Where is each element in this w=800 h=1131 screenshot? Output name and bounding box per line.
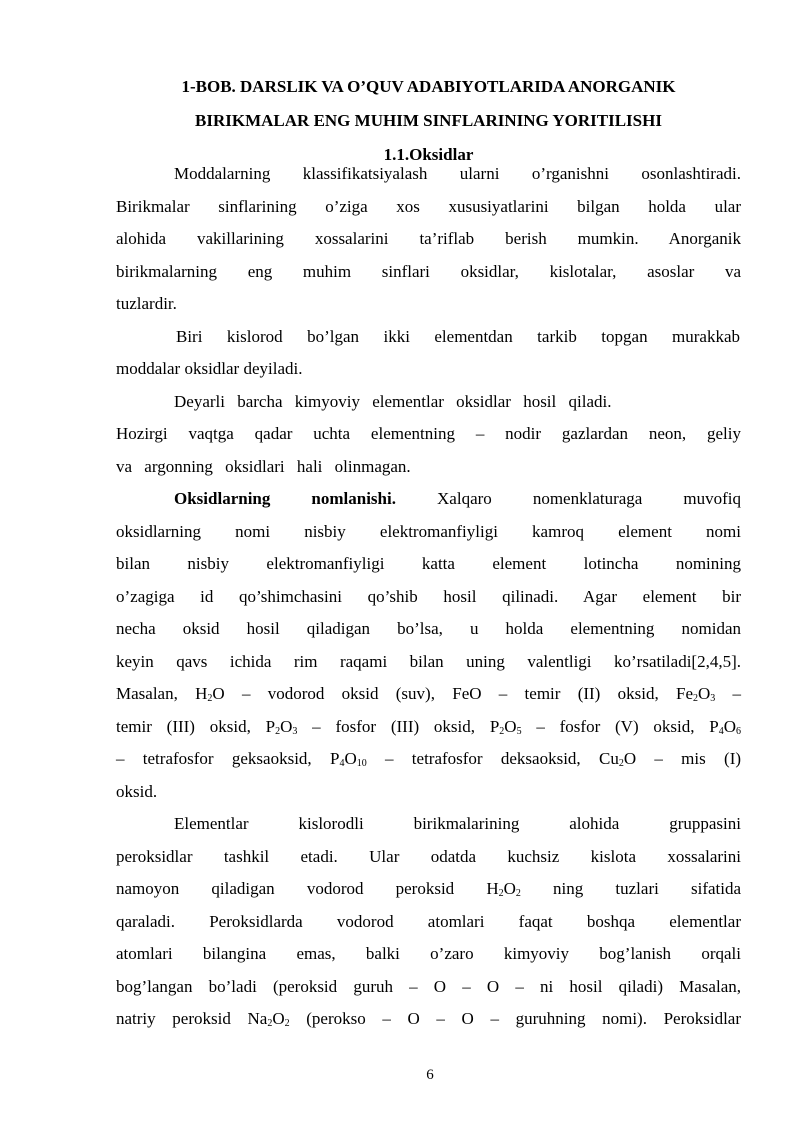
chapter-title-line1: 1-BOB. DARSLIK VA O’QUV ADABIYOTLARIDA ANORGANIK <box>181 77 676 96</box>
paragraph-line: Biri kislorod bo’lgan ikki elementdan tarkib topgan murakkab <box>176 327 740 346</box>
formula-line: Masalan, $H_2O$ – vodorod oksid (suv), FeO – temir (II) oksid, $Fe_2O_3$ – <box>116 684 742 704</box>
bold-lead: Oksidlarning nomlanishi. <box>174 489 396 508</box>
paragraph-line: Oksidlarning nomlanishi. Xalqaro nomenklaturaga muvofiq <box>174 489 741 508</box>
paragraph-line: birikmalarning eng muhim sinflari oksidlar, kislotalar, asoslar va <box>116 262 741 281</box>
paragraph-line: moddalar oksidlar deyiladi. <box>116 359 303 378</box>
formula-line: – tetrafosfor geksaoksid, $P_4O_{10}$ – tetrafosfor deksaoksid, $Cu_2O$ – mis (I) <box>116 749 742 769</box>
formula-line: natriy peroksid $Na_2O_2$ (perokso – O – O – guruhning nomi). Peroksidlar <box>116 1009 742 1029</box>
paragraph-line: va argonning oksidlari hali olinmagan. <box>116 457 411 476</box>
paragraph-line: tuzlardir. <box>116 294 177 313</box>
section-title: 1.1.Oksidlar <box>383 145 474 164</box>
paragraph-line: keyin qavs ichida rim raqami bilan uning valentligi ko’rsatiladi[2,4,5]. <box>116 652 741 671</box>
paragraph-line: oksid. <box>116 782 158 801</box>
paragraph-line: Deyarli barcha kimyoviy elementlar oksidlar hosil qiladi. <box>174 392 612 411</box>
paragraph-line: bilan nisbiy elektromanfiyligi katta element lotincha nomining <box>116 554 741 573</box>
paragraph-line: peroksidlar tashkil etadi. Ular odatda kuchsiz kislota xossalarini <box>116 847 741 866</box>
paragraph-line: Moddalarning klassifikatsiyalash ularni o’rganishni osonlashtiradi. <box>174 164 741 183</box>
paragraph-line: Elementlar kislorodli birikmalarining alohida gruppasini <box>174 814 741 833</box>
formula-line: temir (III) oksid, $P_2O_3$ – fosfor (III) oksid, $P_2O_5$ – fosfor (V) oksid, $P_4O_6$ <box>116 717 742 737</box>
paragraph-line: alohida vakillarining xossalarini ta’riflab berish mumkin. Anorganik <box>116 229 741 248</box>
paragraph-line: bog’langan bo’ladi (peroksid guruh – O – O – ni hosil qiladi) Masalan, <box>116 977 741 996</box>
paragraph-line: Birikmalar sinflarining o’ziga xos xususiyatlarini bilgan holda ular <box>116 197 741 216</box>
formula-line: namoyon qiladigan vodorod peroksid $H_2O_2$ ning tuzlari sifatida <box>116 879 742 899</box>
paragraph-line: o’zagiga id qo’shimchasini qo’shib hosil qilinadi. Agar element bir <box>116 587 741 606</box>
paragraph-line: necha oksid hosil qiladigan bo’lsa, u holda elementning nomidan <box>116 619 741 638</box>
paragraph-line: atomlari bilangina emas, balki o’zaro kimyoviy bog’lanish orqali <box>116 944 741 963</box>
paragraph-line: oksidlarning nomi nisbiy elektromanfiyligi kamroq element nomi <box>116 522 741 541</box>
page-number: 6 <box>426 1067 434 1083</box>
paragraph-line: Hozirgi vaqtga qadar uchta elementning – nodir gazlardan neon, geliy <box>116 424 741 443</box>
paragraph-line: qaraladi. Peroksidlarda vodorod atomlari faqat boshqa elementlar <box>116 912 741 931</box>
chapter-title-line2: BIRIKMALAR ENG MUHIM SINFLARINING YORITILISHI <box>195 111 662 130</box>
